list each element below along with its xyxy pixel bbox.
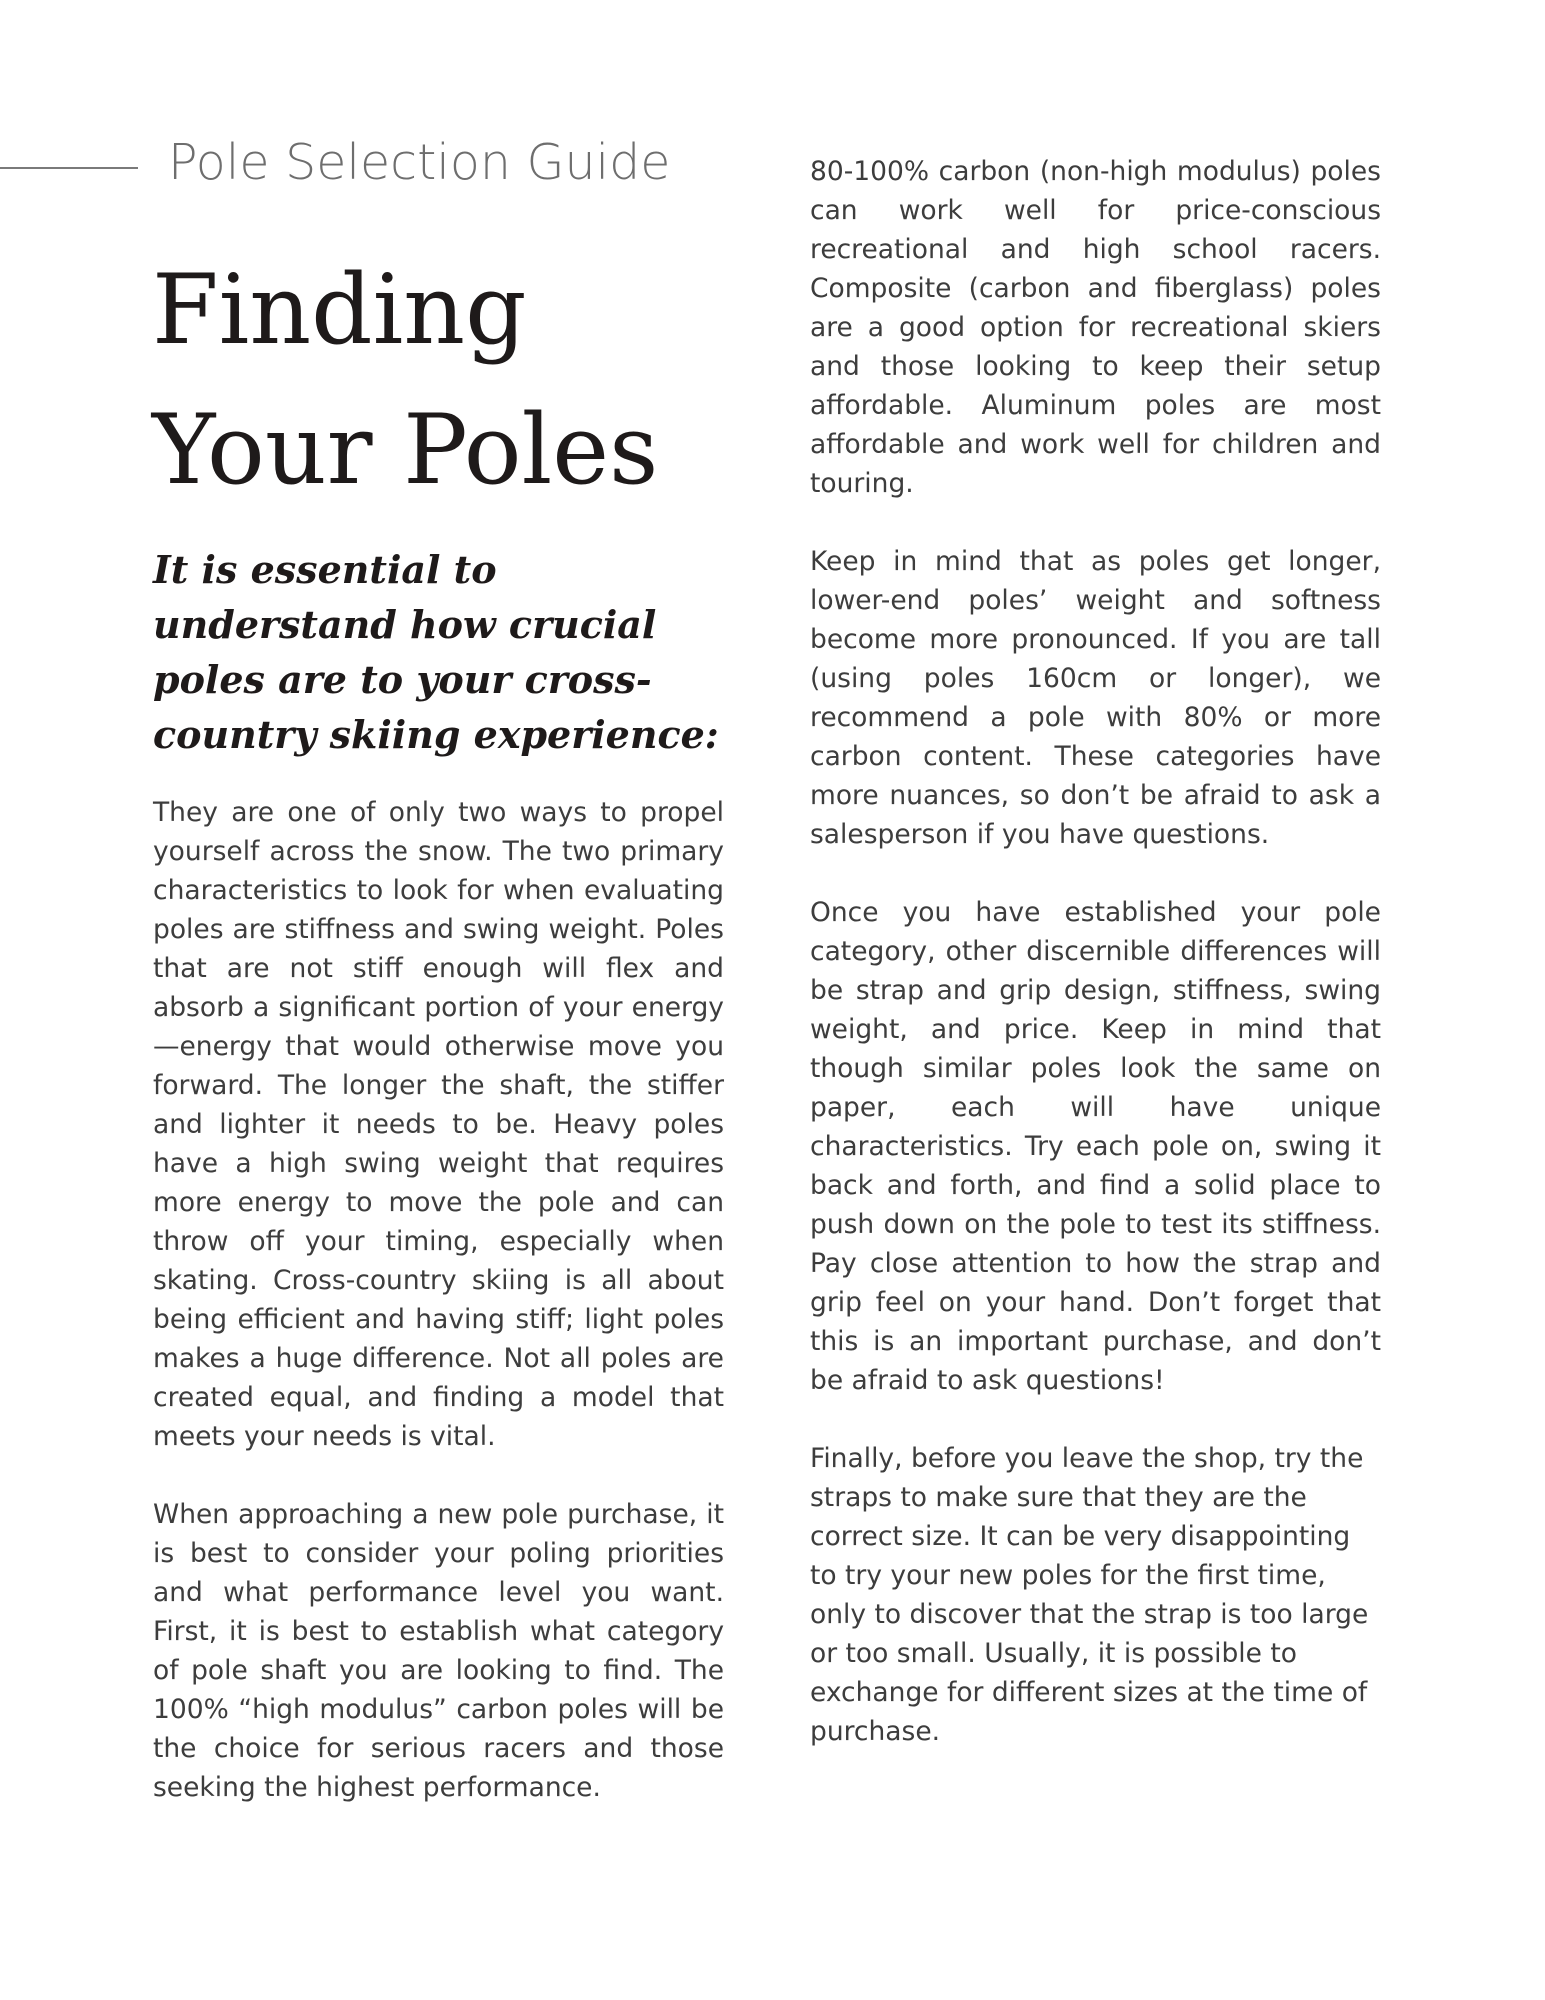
body-paragraph: Keep in mind that as poles get longer, lower-end poles’ weight and softness become more pronounced. If you are tall (using poles 160cm or longer), we recommend a pole with 80% or more carbon content. These categories have more nuances, so don’t be afraid to ask a salesperson if you have questions. — [810, 546, 1381, 850]
body-paragraph: Finally, before you leave the shop, try the straps to make sure that they are the correct size. It can be very disappointing to try your new poles for the first time, only to discover that the strap is too large or too small. Usually, it is possible to exchange for different sizes at the time of purchase. — [810, 1443, 1369, 1747]
body-paragraph: When approaching a new pole purchase, it is best to consider your poling priorities and what performance level you want. First, it is best to establish what category of pole shaft you are looking to find. The 100% “high modulus” carbon poles will be the choice for serious racers and those seeking the highest performance. — [153, 1499, 724, 1803]
header-rule — [0, 167, 138, 169]
left-column — [153, 793, 724, 1807]
body-paragraph: They are one of only two ways to propel yourself across the snow. The two primary characteristics to look for when evaluating poles are stiffness and swing weight. Poles that are not stiff enough will flex and absorb a significant portion of your energy—energy that would otherwise move you forward. The longer the shaft, the stiffer and lighter it needs to be. Heavy poles have a high swing weight that requires more energy to move the pole and can throw off your timing, especially when skating. Cross-country skiing is all about being efficient and having stiff; light poles makes a huge difference. Not all poles are created equal, and finding a model that meets your needs is vital. — [153, 797, 724, 1452]
body-paragraph: 80-100% carbon (non-high modulus) poles can work well for price-conscious recreational and high school racers. Composite (carbon and fiberglass) poles are a good option for recreational skiers and those looking to keep their setup affordable. Aluminum poles are most affordable and work well for children and touring. — [810, 156, 1381, 499]
body-paragraph: Once you have established your pole category, other discernible differences will be strap and grip design, stiffness, swing weight, and price. Keep in mind that though similar poles look the same on paper, each will have unique characteristics. Try each pole on, swing it back and forth, and find a solid place to push down on the pole to test its stiffness. Pay close attention to how the strap and grip feel on your hand. Don’t forget that this is an important purchase, and don’t be afraid to ask questions! — [810, 897, 1381, 1396]
right-column — [810, 152, 1381, 1751]
page-title-line-1: Finding — [152, 254, 527, 366]
section-eyebrow: Pole Selection Guide — [168, 134, 671, 191]
page-title — [152, 240, 752, 520]
lede-heading: It is essential to understand how crucial poles are to your cross-country skiing experience: — [153, 547, 719, 757]
page-title-line-2: Your Poles — [152, 394, 659, 506]
